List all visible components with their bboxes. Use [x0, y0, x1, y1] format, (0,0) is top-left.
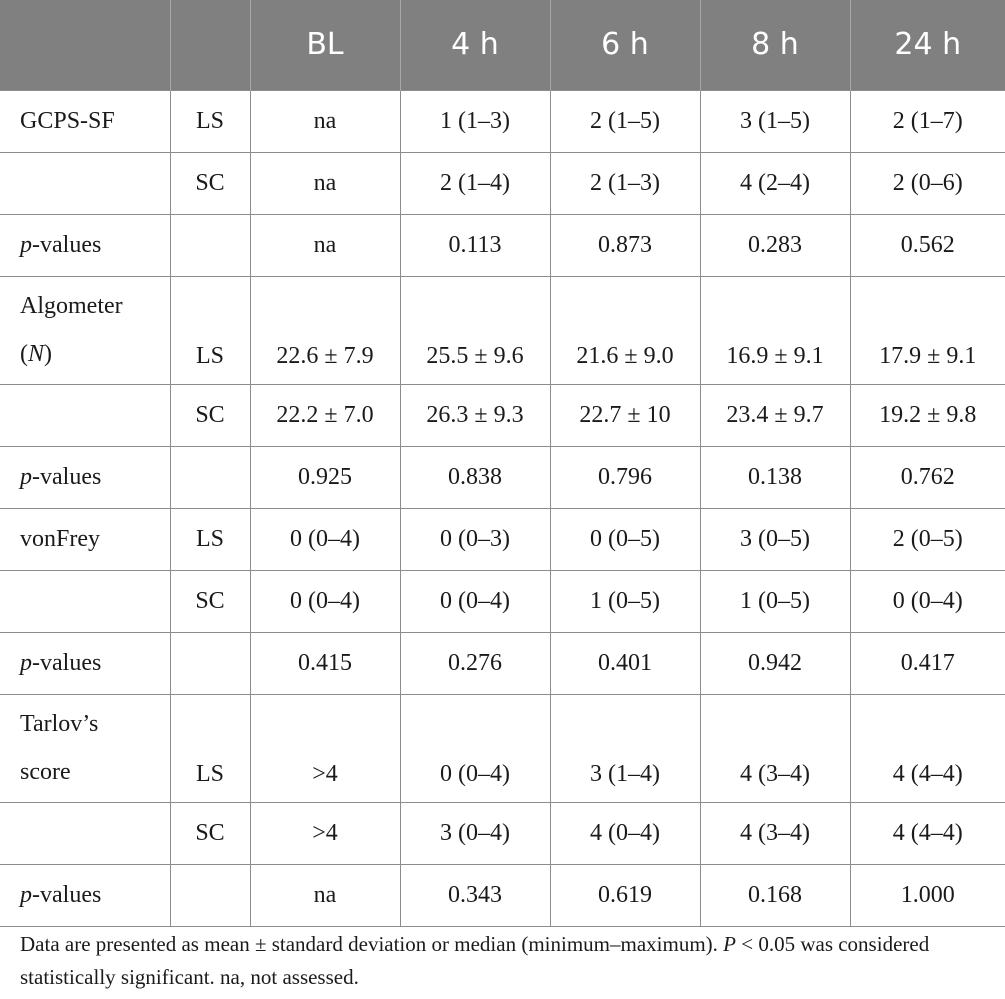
table-cell: 0.838: [400, 446, 550, 508]
header-cell-8h: 8 h: [700, 0, 850, 90]
table-cell: 2 (0–6): [850, 152, 1005, 214]
row-label: vonFrey: [0, 508, 170, 570]
table-cell: 2 (0–5): [850, 508, 1005, 570]
p-values-suffix: -values: [32, 882, 102, 908]
footnote-part2: < 0.05 was considered statistically significant. na, not assessed.: [20, 932, 930, 989]
table-cell: 22.7 ± 10: [550, 384, 700, 446]
table-cell: 0.276: [400, 632, 550, 694]
p-values-suffix: -values: [32, 232, 102, 258]
table-cell: 0.925: [250, 446, 400, 508]
table-row: [0, 446, 1005, 508]
table-cell: >4: [250, 802, 400, 864]
table-cell: 0 (0–4): [400, 694, 550, 802]
header-cell-24h: 24 h: [850, 0, 1005, 90]
table-cell: 0.113: [400, 214, 550, 276]
footnote-part1: Data are presented as mean ± standard deviation or median (minimum–maximum).: [20, 932, 724, 956]
table-cell: 4 (3–4): [700, 694, 850, 802]
table-row: [0, 694, 1005, 802]
table-cell: 4 (3–4): [700, 802, 850, 864]
table-cell: na: [250, 214, 400, 276]
group-label: LS: [170, 694, 250, 802]
row-label-p-values: [0, 864, 170, 926]
table-row: [0, 632, 1005, 694]
table-cell: 4 (4–4): [850, 694, 1005, 802]
table-cell: 22.6 ± 7.9: [250, 276, 400, 384]
table-cell: 17.9 ± 9.1: [850, 276, 1005, 384]
row-label: [0, 802, 170, 864]
group-label: SC: [170, 570, 250, 632]
table-cell: 21.6 ± 9.0: [550, 276, 700, 384]
table-row: [0, 90, 1005, 152]
table-cell: 0.873: [550, 214, 700, 276]
p-italic: p: [20, 650, 32, 676]
table-row: [0, 570, 1005, 632]
group-label: SC: [170, 152, 250, 214]
table-cell: 0.942: [700, 632, 850, 694]
table-row: [0, 276, 1005, 384]
table-footnote: [20, 928, 995, 994]
table-cell: 2 (1–5): [550, 90, 700, 152]
table-row: [0, 508, 1005, 570]
group-label: [170, 214, 250, 276]
table-cell: 0.415: [250, 632, 400, 694]
group-label: [170, 446, 250, 508]
footnote-p-italic: P: [723, 932, 736, 956]
table-cell: 0.283: [700, 214, 850, 276]
table-cell: na: [250, 152, 400, 214]
tarlov-line1: Tarlov’s: [20, 711, 99, 737]
table-cell: 2 (1–4): [400, 152, 550, 214]
table-cell: 0 (0–4): [250, 570, 400, 632]
table-cell: 0 (0–4): [400, 570, 550, 632]
algometer-paren-close: ): [44, 341, 53, 367]
header-cell-group: [170, 0, 250, 90]
group-label: [170, 864, 250, 926]
header-cell-6h: 6 h: [550, 0, 700, 90]
table-cell: 23.4 ± 9.7: [700, 384, 850, 446]
table-cell: 0.762: [850, 446, 1005, 508]
table-cell: 3 (0–5): [700, 508, 850, 570]
row-label-tarlov: [0, 694, 170, 802]
p-italic: p: [20, 232, 32, 258]
table-cell: 2 (1–3): [550, 152, 700, 214]
table-cell: 1 (1–3): [400, 90, 550, 152]
table-cell: 0.138: [700, 446, 850, 508]
row-label-algometer: [0, 276, 170, 384]
table-cell: 0 (0–3): [400, 508, 550, 570]
table-cell: 0 (0–4): [850, 570, 1005, 632]
algometer-paren-open: (: [20, 341, 28, 367]
table-cell: 0.417: [850, 632, 1005, 694]
table-cell: 26.3 ± 9.3: [400, 384, 550, 446]
table-cell: 1.000: [850, 864, 1005, 926]
table-cell: 19.2 ± 9.8: [850, 384, 1005, 446]
table-cell: 3 (0–4): [400, 802, 550, 864]
table-cell: 1 (0–5): [550, 570, 700, 632]
table-cell: 4 (0–4): [550, 802, 700, 864]
p-values-suffix: -values: [32, 464, 102, 490]
table-cell: 0.343: [400, 864, 550, 926]
table-cell: 0 (0–4): [250, 508, 400, 570]
table-cell: 0.796: [550, 446, 700, 508]
group-label: SC: [170, 802, 250, 864]
header-cell-measure: [0, 0, 170, 90]
table-row: [0, 214, 1005, 276]
p-values-suffix: -values: [32, 650, 102, 676]
algometer-line1: Algometer: [20, 293, 123, 319]
group-label: LS: [170, 508, 250, 570]
table-cell: na: [250, 90, 400, 152]
table-cell: 0.168: [700, 864, 850, 926]
row-label: [0, 570, 170, 632]
algometer-unit: N: [28, 341, 45, 367]
table-cell: 3 (1–4): [550, 694, 700, 802]
table-cell: 0.401: [550, 632, 700, 694]
table-header-row: [0, 0, 1005, 90]
row-label: [0, 152, 170, 214]
row-label-p-values: [0, 446, 170, 508]
table-cell: 4 (4–4): [850, 802, 1005, 864]
table-row: [0, 384, 1005, 446]
header-cell-4h: 4 h: [400, 0, 550, 90]
table-cell: 4 (2–4): [700, 152, 850, 214]
p-italic: p: [20, 464, 32, 490]
group-label: LS: [170, 276, 250, 384]
group-label: SC: [170, 384, 250, 446]
table-cell: 22.2 ± 7.0: [250, 384, 400, 446]
row-label: [0, 384, 170, 446]
table-cell: 0.562: [850, 214, 1005, 276]
row-label-p-values: [0, 214, 170, 276]
row-label-p-values: [0, 632, 170, 694]
tarlov-line2: score: [20, 759, 71, 785]
header-cell-bl: BL: [250, 0, 400, 90]
row-label: GCPS-SF: [0, 90, 170, 152]
group-label: LS: [170, 90, 250, 152]
group-label: [170, 632, 250, 694]
table-row: [0, 802, 1005, 864]
table-cell: 0 (0–5): [550, 508, 700, 570]
table-cell: 3 (1–5): [700, 90, 850, 152]
p-italic: p: [20, 882, 32, 908]
table-row: [0, 152, 1005, 214]
table-cell: na: [250, 864, 400, 926]
table-cell: 25.5 ± 9.6: [400, 276, 550, 384]
table-cell: 2 (1–7): [850, 90, 1005, 152]
table-cell: 16.9 ± 9.1: [700, 276, 850, 384]
table-cell: 0.619: [550, 864, 700, 926]
table-row: [0, 864, 1005, 926]
table-cell: 1 (0–5): [700, 570, 850, 632]
table-cell: >4: [250, 694, 400, 802]
